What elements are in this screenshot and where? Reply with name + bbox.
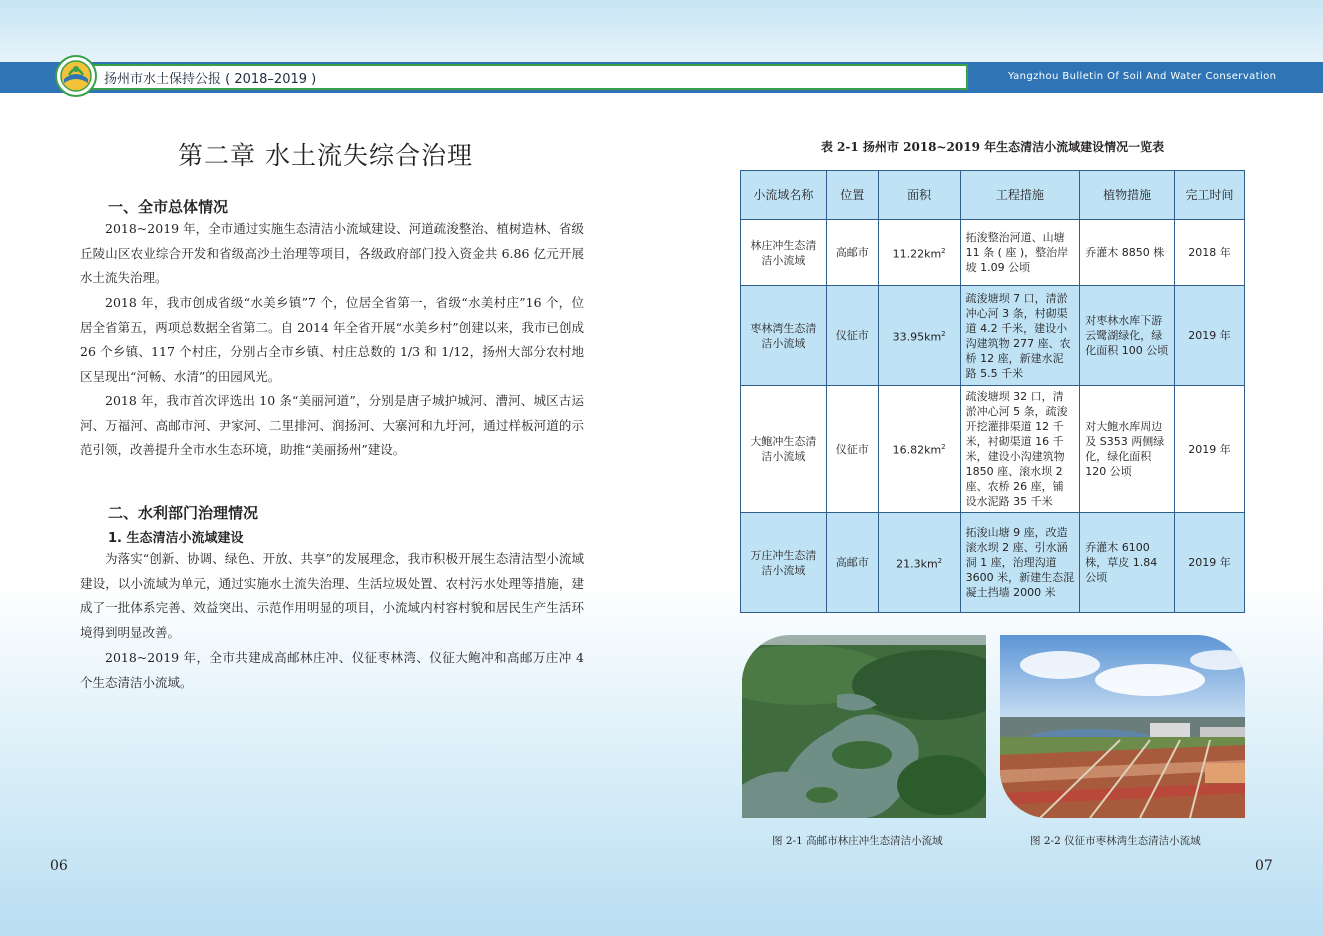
- watershed-name-cell: 枣林湾生态清洁小流域: [741, 286, 827, 386]
- table-header-cell: 植物措施: [1080, 171, 1175, 220]
- section1-paragraph-1: 2018~2019 年，全市通过实施生态清洁小流域建设、河道疏浚整治、植树造林、省级丘陵山区农业综合开发和省级高沙土治理等项目，各级政府部门投入资金共 6.86 亿元开展水土流失治理。: [80, 221, 584, 286]
- section1-paragraph-3: 2018 年，我市首次评选出 10 条“美丽河道”，分别是唐子城护城河、漕河、城区古运河、万福河、高邮市河、尹家河、二里排河、润扬河、大寨河和九圩河，通过样板河道的示范引领，改善提升全市水生态环境，助推“美丽扬州”建设。: [80, 393, 584, 458]
- figure-caption-1: 图 2-1 高邮市林庄冲生态清洁小流域: [772, 835, 943, 847]
- watershed-name-cell: 万庄冲生态清洁小流域: [741, 513, 827, 613]
- area-unit-superscript: 2: [941, 443, 946, 452]
- area-value: 16.82km: [892, 443, 942, 457]
- plants-cell: 对枣林水库下游云鹭湖绿化，绿化面积 100 公顷: [1080, 286, 1175, 386]
- bulletin-english-title: Yangzhou Bulletin Of Soil And Water Conservation: [1008, 71, 1277, 82]
- plants-cell: 乔灌木 6100 株，草皮 1.84 公顷: [1080, 513, 1175, 613]
- area-value: 21.3km: [896, 557, 938, 571]
- location-cell: 仪征市: [826, 386, 878, 513]
- zaolinwan-field-photo: [1000, 635, 1245, 818]
- section1-heading: 一、全市总体情况: [108, 198, 229, 216]
- area-value: 33.95km: [892, 330, 942, 344]
- area-unit-superscript: 2: [941, 246, 946, 255]
- table-header-cell: 小流域名称: [741, 171, 827, 220]
- engineering-cell: 拓浚山塘 9 座，改造滚水坝 2 座、引水涵洞 1 座，治理沟道 3600 米，新建生态混凝土挡墙 2000 米: [960, 513, 1080, 613]
- watershed-table: [740, 170, 1245, 613]
- location-cell: 高邮市: [826, 513, 878, 613]
- section2-heading: 二、水利部门治理情况: [108, 504, 259, 522]
- area-unit-superscript: 2: [937, 556, 943, 565]
- soil-water-logo-icon: [55, 55, 97, 97]
- section2-paragraph-1: 为落实“创新、协调、绿色、开放、共享”的发展理念，我市积极开展生态清洁型小流域建设，以小流域为单元，通过实施水土流失治理、生活垃圾处置、农村污水处理等措施，建成了一批体系完善、效益突出、示范作用明显的项目，小流域内村容村貌和居民生产生活环境得到明显改善。: [80, 551, 584, 640]
- table-row: [741, 513, 1245, 613]
- linzhuangchong-aerial-photo: [742, 635, 986, 818]
- engineering-cell: 疏浚塘坝 7 口，清淤冲心河 3 条，村砌渠道 4.2 千米，建设小沟建筑物 277 座、农桥 12 座，新建水泥路 5.5 千米: [960, 286, 1080, 386]
- table-header-cell: 完工时间: [1175, 171, 1245, 220]
- table-header-row: [741, 171, 1245, 220]
- chapter-title: 第二章 水土流失综合治理: [178, 141, 473, 170]
- table-row: [741, 386, 1245, 513]
- watershed-name-cell: 林庄冲生态清洁小流域: [741, 220, 827, 286]
- page-number-right: 07: [1255, 858, 1273, 874]
- bulletin-title: 扬州市水土保持公报 ( 2018–2019 ): [104, 72, 317, 87]
- area-cell: [878, 286, 960, 386]
- area-cell: [878, 513, 960, 613]
- watershed-name-cell: 大鲍冲生态清洁小流域: [741, 386, 827, 513]
- table-row: [741, 220, 1245, 286]
- completion-cell: 2018 年: [1175, 220, 1245, 286]
- area-cell: [878, 220, 960, 286]
- location-cell: 高邮市: [826, 220, 878, 286]
- area-cell: [878, 386, 960, 513]
- plants-cell: 对大鲍水库周边及 S353 两侧绿化，绿化面积 120 公顷: [1080, 386, 1175, 513]
- section2-subheading: 1. 生态清洁小流域建设: [108, 531, 244, 546]
- section2-paragraph-2: 2018~2019 年，全市共建成高邮林庄冲、仪征枣林湾、仪征大鲍冲和高邮万庄冲 4 个生态清洁小流域。: [80, 650, 584, 690]
- area-value: 11.22km: [892, 247, 942, 261]
- table-row: [741, 286, 1245, 386]
- page-number-left: 06: [50, 858, 68, 874]
- table-header-cell: 面积: [878, 171, 960, 220]
- table-caption: 表 2-1 扬州市 2018~2019 年生态清洁小流域建设情况一览表: [820, 140, 1165, 154]
- table-header-cell: 工程措施: [960, 171, 1080, 220]
- top-background: [0, 0, 1323, 62]
- completion-cell: 2019 年: [1175, 286, 1245, 386]
- section1-paragraph-2: 2018 年，我市创成省级“水美乡镇”7 个，位居全省第一，省级“水美村庄”16 个，位居全省第五，两项总数据全省第二。自 2014 年全省开展“水美乡村”创建以来，我市已创成 26 个乡镇、117 个村庄，分别占全市乡镇、村庄总数的 1/3 和 1/12，扬州大部分农村地区呈现出“河畅、水清”的田园风光。: [80, 295, 584, 384]
- figure-caption-2: 图 2-2 仪征市枣林湾生态清洁小流域: [1030, 835, 1201, 847]
- completion-cell: 2019 年: [1175, 513, 1245, 613]
- engineering-cell: 疏浚塘坝 32 口，清淤冲心河 5 条，疏浚开挖灌排渠道 12 千米，衬砌渠道 16 千米，建设小沟建筑物 1850 座、滚水坝 2 座、农桥 26 座，铺设水泥路 35 千米: [960, 386, 1080, 513]
- engineering-cell: 拓浚整治河道、山塘 11 条 ( 座 )，整治岸坡 1.09 公顷: [960, 220, 1080, 286]
- plants-cell: 乔灌木 8850 株: [1080, 220, 1175, 286]
- table-header-cell: 位置: [826, 171, 878, 220]
- location-cell: 仪征市: [826, 286, 878, 386]
- area-unit-superscript: 2: [941, 329, 946, 338]
- completion-cell: 2019 年: [1175, 386, 1245, 513]
